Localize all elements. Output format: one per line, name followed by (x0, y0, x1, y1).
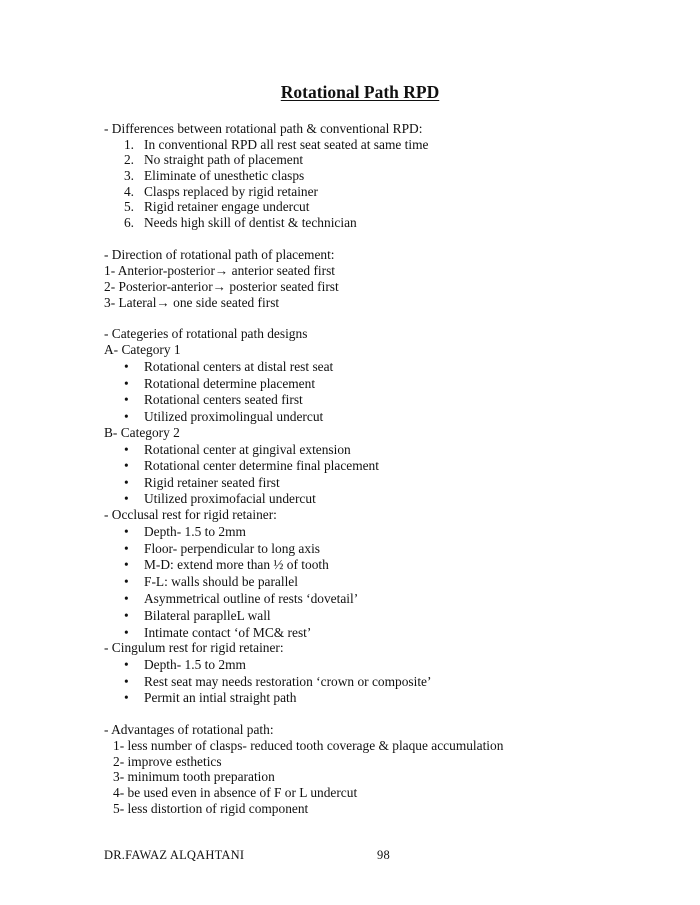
item-text: Utilized proximofacial undercut (144, 491, 316, 506)
item-text: Asymmetrical outline of rests ‘dovetail’ (144, 591, 359, 606)
item-text: Intimate contact ‘of MC& rest’ (144, 625, 312, 640)
item-text: Rotational centers seated first (144, 392, 303, 407)
bullet-icon: • (124, 376, 129, 391)
category-b-heading: B- Category 2 (104, 425, 180, 440)
list-item: 5- less distortion of rigid component (113, 801, 309, 816)
item-text: Rotational center determine final placement (144, 458, 379, 473)
bullet-icon: • (124, 392, 129, 407)
cingulum-heading: - Cingulum rest for rigid retainer: (104, 640, 284, 655)
bullet-icon: • (124, 359, 129, 374)
item-text: Eliminate of unesthetic clasps (144, 168, 305, 183)
bullet-icon: • (124, 557, 129, 572)
list-item: 3- minimum tooth preparation (113, 769, 275, 784)
item-number: 1. (123, 137, 134, 152)
advantages-heading: - Advantages of rotational path: (104, 722, 274, 737)
bullet-icon: • (124, 442, 129, 457)
footer-page-number: 98 (377, 848, 390, 862)
occlusal-heading: - Occlusal rest for rigid retainer: (104, 507, 277, 522)
bullet-icon: • (124, 690, 129, 705)
differences-heading: - Differences between rotational path & conventional RPD: (104, 121, 423, 136)
bullet-icon: • (124, 524, 129, 539)
item-number: 5. (123, 199, 134, 214)
item-text: Rigid retainer engage undercut (144, 199, 310, 214)
item-text: Rotational centers at distal rest seat (144, 359, 334, 374)
item-number: 2. (123, 152, 134, 167)
item-text: Needs high skill of dentist & technician (144, 215, 357, 230)
page-title: Rotational Path RPD (280, 82, 440, 102)
item-text: Permit an intial straight path (144, 690, 297, 705)
bullet-icon: • (124, 491, 129, 506)
list-item: 2- improve esthetics (113, 754, 222, 769)
list-item: 1- Anterior-posterior→ anterior seated first (104, 263, 336, 278)
item-text: Clasps replaced by rigid retainer (144, 184, 319, 199)
bullet-icon: • (124, 541, 129, 556)
bullet-icon: • (124, 458, 129, 473)
bullet-icon: • (124, 591, 129, 606)
list-item: 4- be used even in absence of F or L undercut (113, 785, 358, 800)
item-text: Depth- 1.5 to 2mm (144, 524, 246, 539)
item-text: Bilateral paraplleL wall (144, 608, 271, 623)
item-number: 4. (123, 184, 134, 199)
list-item: 2- Posterior-anterior→ posterior seated first (104, 279, 339, 294)
item-text: Rotational determine placement (144, 376, 316, 391)
item-text: Rigid retainer seated first (144, 475, 280, 490)
item-text: Floor- perpendicular to long axis (144, 541, 321, 556)
item-number: 3. (123, 168, 134, 183)
category-a-heading: A- Category 1 (104, 342, 181, 357)
list-item: 1- less number of clasps- reduced tooth coverage & plaque accumulation (113, 738, 504, 753)
item-text: No straight path of placement (144, 152, 304, 167)
direction-heading: - Direction of rotational path of placement: (104, 247, 335, 262)
bullet-icon: • (124, 475, 129, 490)
item-text: M-D: extend more than ½ of tooth (144, 557, 329, 572)
bullet-icon: • (124, 608, 129, 623)
item-number: 6. (123, 215, 134, 230)
item-text: Rest seat may needs restoration ‘crown or composite’ (144, 674, 432, 689)
bullet-icon: • (124, 674, 129, 689)
categories-heading: - Categeries of rotational path designs (104, 326, 308, 341)
item-text: Rotational center at gingival extension (144, 442, 351, 457)
bullet-icon: • (124, 574, 129, 589)
bullet-icon: • (124, 657, 129, 672)
list-item: 3- Lateral→ one side seated first (104, 295, 280, 310)
bullet-icon: • (124, 409, 129, 424)
footer-author: DR.FAWAZ ALQAHTANI (104, 848, 245, 862)
item-text: Depth- 1.5 to 2mm (144, 657, 246, 672)
item-text: In conventional RPD all rest seat seated at same time (144, 137, 429, 152)
item-text: Utilized proximolingual undercut (144, 409, 324, 424)
bullet-icon: • (124, 625, 129, 640)
item-text: F-L: walls should be parallel (144, 574, 298, 589)
